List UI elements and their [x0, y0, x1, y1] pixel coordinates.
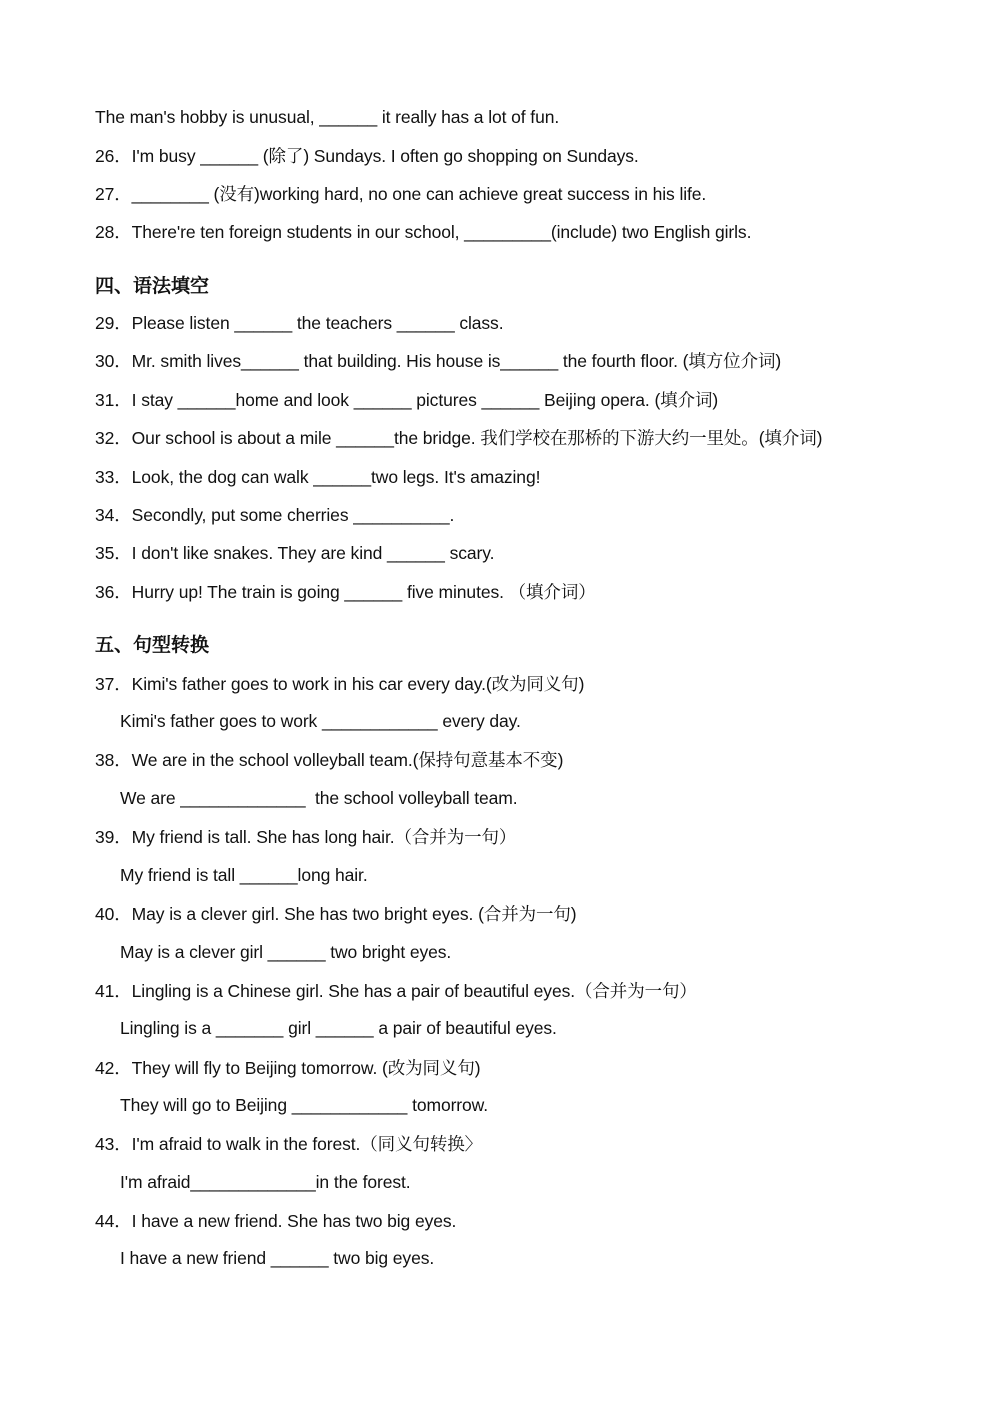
question-39: 39．My friend is tall. She has long hair.（合并为一句） [95, 827, 517, 847]
question-38: 38．We are in the school volleyball team.(保持句意基本不变) [95, 750, 564, 770]
question-42: 42．They will fly to Beijing tomorrow. (改为同义句) [95, 1058, 481, 1078]
question-30: 30．Mr. smith lives______ that building. His house is______ the fourth floor. (填方位介词) [95, 351, 782, 371]
question-26: 26．I'm busy ______ (除了) Sundays. I often go shopping on Sundays. [95, 146, 639, 166]
question-28: 28．There're ten foreign students in our school, _________(include) two English girls. [95, 222, 752, 242]
question-43: 43．I'm afraid to walk in the forest.（同义句转换〉 [95, 1134, 483, 1154]
question-31: 31．I stay ______home and look ______ pictures ______ Beijing opera. (填介词) [95, 390, 719, 410]
question-29: 29．Please listen ______ the teachers ______ class. [95, 313, 504, 333]
answer-line-39: My friend is tall ______long hair. [120, 865, 368, 885]
question-27: 27．________ (没有)working hard, no one can achieve great success in his life. [95, 184, 707, 204]
answer-line-43: I'm afraid_____________in the forest. [120, 1172, 411, 1192]
question-36: 36．Hurry up! The train is going ______ five minutes. （填介词） [95, 582, 596, 602]
question-33: 33．Look, the dog can walk ______two legs. It's amazing! [95, 467, 541, 487]
answer-line-40: May is a clever girl ______ two bright eyes. [120, 942, 452, 962]
answer-line-44: I have a new friend ______ two big eyes. [120, 1248, 435, 1268]
question-35: 35．I don't like snakes. They are kind ______ scary. [95, 543, 495, 563]
question-37: 37．Kimi's father goes to work in his car every day.(改为同义句) [95, 674, 585, 694]
answer-line-42: They will go to Beijing ____________ tomorrow. [120, 1095, 488, 1115]
section-heading-sentence-transform: 五、句型转换 [95, 634, 210, 656]
question-25-continuation: The man's hobby is unusual, ______ it really has a lot of fun. [95, 107, 560, 127]
answer-line-38: We are _____________ the school volleyball team. [120, 788, 518, 808]
answer-line-37: Kimi's father goes to work ____________ every day. [120, 711, 521, 731]
answer-line-41: Lingling is a _______ girl ______ a pair of beautiful eyes. [120, 1018, 557, 1038]
section-heading-grammar-fill: 四、语法填空 [95, 275, 210, 297]
question-32: 32．Our school is about a mile ______the bridge. 我们学校在那桥的下游大约一里处。(填介词) [95, 428, 823, 448]
question-41: 41．Lingling is a Chinese girl. She has a pair of beautiful eyes.（合并为一句） [95, 981, 697, 1001]
question-44: 44．I have a new friend. She has two big eyes. [95, 1211, 457, 1231]
question-40: 40．May is a clever girl. She has two bright eyes. (合并为一句) [95, 904, 577, 924]
question-34: 34．Secondly, put some cherries __________. [95, 505, 455, 525]
